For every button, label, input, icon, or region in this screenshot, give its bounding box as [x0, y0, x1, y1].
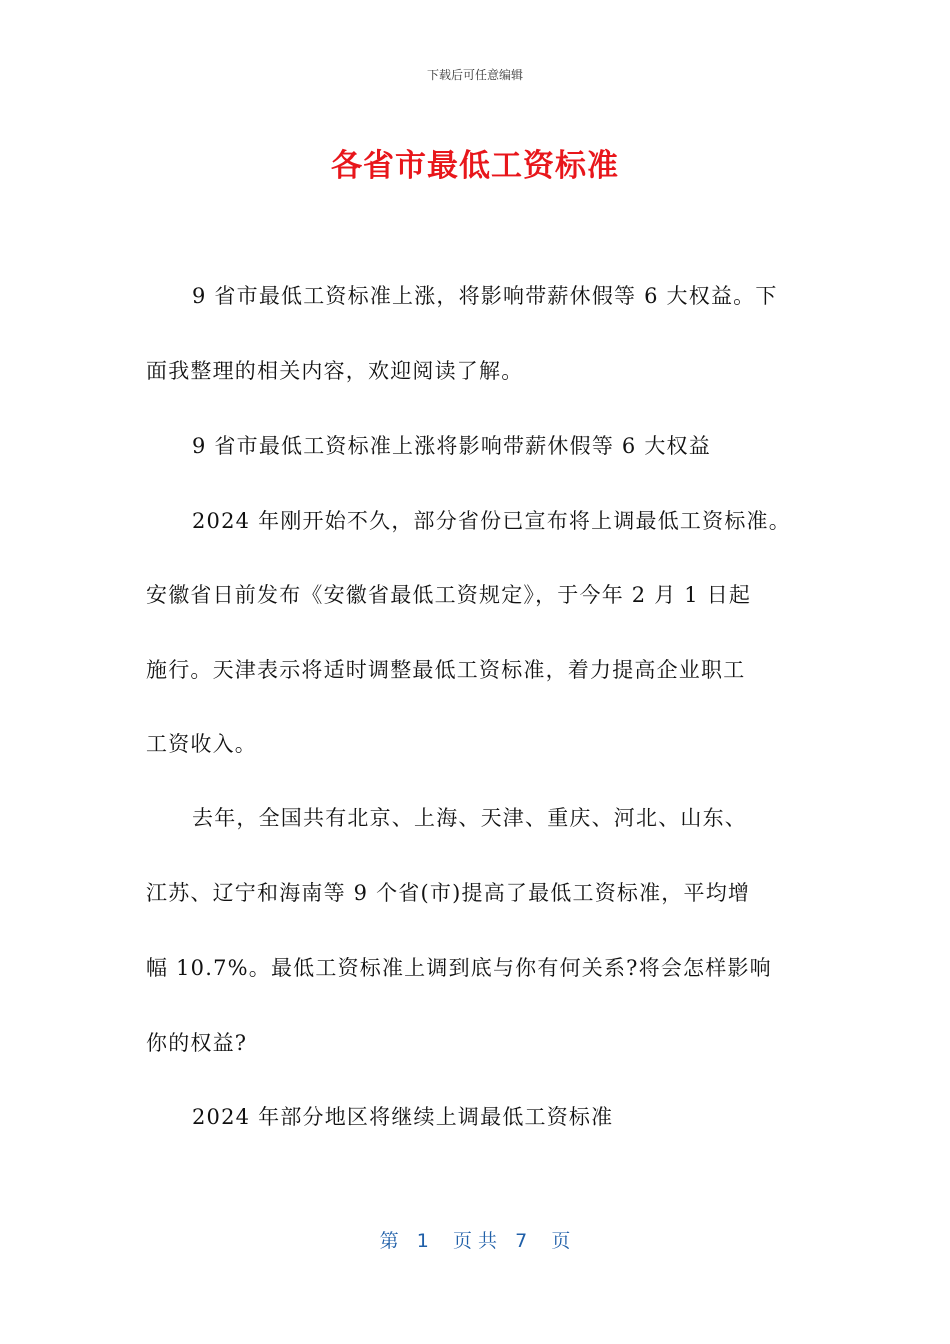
paragraph-line: 施行。天津表示将适时调整最低工资标准，着力提高企业职工: [146, 658, 746, 682]
paragraph-line: 去年，全国共有北京、上海、天津、重庆、河北、山东、: [192, 806, 747, 830]
paragraph-line: 幅 10.7%。最低工资标准上调到底与你有何关系?将会怎样影响: [146, 956, 772, 980]
header-note: 下载后可任意编辑: [426, 68, 523, 82]
paragraph-line: 9 省市最低工资标准上涨将影响带薪休假等 6 大权益: [192, 434, 711, 458]
paragraph-line: 2024 年部分地区将继续上调最低工资标准: [192, 1105, 614, 1129]
page-number-footer: 第 1 页 共 7 页: [379, 1230, 571, 1252]
paragraph-line: 2024 年刚开始不久，部分省份已宣布将上调最低工资标准。: [192, 509, 791, 533]
paragraph-line: 面我整理的相关内容，欢迎阅读了解。: [146, 359, 524, 383]
paragraph-line: 你的权益?: [146, 1031, 248, 1055]
paragraph-line: 工资收入。: [146, 732, 257, 756]
paragraph-line: 9 省市最低工资标准上涨，将影响带薪休假等 6 大权益。下: [192, 284, 778, 308]
paragraph-line: 江苏、辽宁和海南等 9 个省(市)提高了最低工资标准，平均增: [146, 881, 751, 905]
paragraph-line: 安徽省日前发布《安徽省最低工资规定》，于今年 2 月 1 日起: [146, 583, 752, 607]
document-title: 各省市最低工资标准: [331, 148, 619, 184]
